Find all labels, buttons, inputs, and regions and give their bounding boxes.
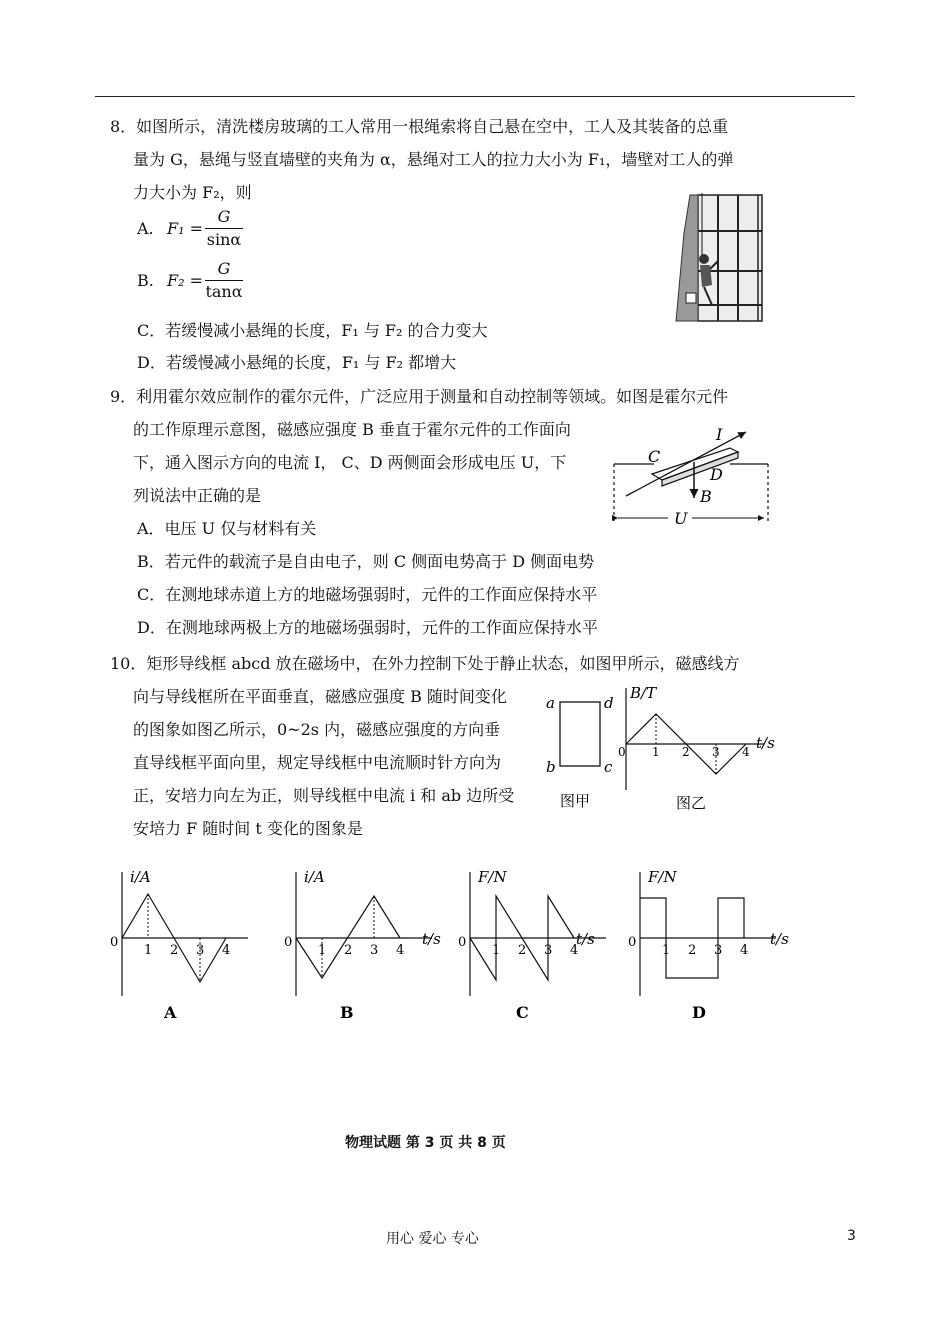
graph-b-tick-4: 4 xyxy=(396,943,405,958)
corner-b-label: b xyxy=(546,758,556,776)
graph-b-ylabel: i/A xyxy=(304,868,325,886)
yi-xlabel: t/s xyxy=(756,734,775,752)
graph-a-ylabel: i/A xyxy=(130,868,151,886)
graph-b-tick-2: 2 xyxy=(344,943,353,958)
yi-tick-1: 1 xyxy=(652,745,660,759)
q8-option-c: C．若缓慢减小悬绳的长度，F₁ 与 F₂ 的合力变大 xyxy=(137,321,488,340)
graph-a-origin: 0 xyxy=(110,935,119,950)
q9-line-4: 列说法中正确的是 xyxy=(133,486,262,505)
q8-option-b-denominator: tanα xyxy=(205,282,243,301)
yi-tick-2: 2 xyxy=(682,745,690,759)
page-footer-label: 物理试题 第 3 页 共 8 页 xyxy=(345,1135,506,1151)
graph-d-tick-3: 3 xyxy=(714,943,723,958)
q8-option-b-lhs: F₂ = xyxy=(167,271,204,290)
q8-option-a-denominator: sinα xyxy=(206,230,242,249)
q8-option-b-label: B. xyxy=(137,271,154,290)
fraction-bar xyxy=(205,228,243,229)
voltage-u-label: U xyxy=(674,509,688,528)
q9-line-3: 下，通入图示方向的电流 I， C、D 两侧面会形成电压 U，下 xyxy=(133,453,567,472)
corner-d-label: d xyxy=(604,694,614,712)
q8-line-3: 力大小为 F₂，则 xyxy=(133,183,252,202)
q9-option-d: D．在测地球两极上方的地磁场强弱时，元件的工作面应保持水平 xyxy=(137,618,598,637)
figure-jia-wire-frame xyxy=(540,692,620,812)
yi-tick-4: 4 xyxy=(742,745,750,759)
option-b-label: B xyxy=(340,1003,354,1022)
answer-graph-c xyxy=(456,868,606,1028)
graph-c-tick-4: 4 xyxy=(570,943,579,958)
q8-line-2: 量为 G，悬绳与竖直墙壁的夹角为 α，悬绳对工人的拉力大小为 F₁，墙壁对工人的弹 xyxy=(133,150,734,169)
graph-c-tick-3: 3 xyxy=(544,943,553,958)
graph-a-tick-1: 1 xyxy=(144,943,153,958)
q8-option-a-label: A. xyxy=(137,219,154,238)
q8-option-a-lhs: F₁ = xyxy=(167,219,204,238)
graph-a-tick-3: 3 xyxy=(196,943,205,958)
q8-option-b-fraction xyxy=(205,259,243,302)
q10-line-6: 安培力 F 随时间 t 变化的图象是 xyxy=(133,819,363,838)
option-a-label: A xyxy=(164,1003,177,1022)
q9-option-c: C．在测地球赤道上方的地磁场强弱时，元件的工作面应保持水平 xyxy=(137,585,598,604)
corner-c-label: c xyxy=(604,758,613,776)
graph-d-tick-1: 1 xyxy=(662,943,671,958)
fraction-bar xyxy=(205,280,243,281)
answer-graph-d xyxy=(626,868,796,1028)
graph-c-origin: 0 xyxy=(458,935,467,950)
top-rule xyxy=(95,96,855,97)
window-cleaner-illustration xyxy=(672,193,764,323)
answer-graph-b xyxy=(282,868,442,1028)
graph-c-xlabel: t/s xyxy=(576,930,595,948)
option-c-label: C xyxy=(516,1003,529,1022)
graph-d-ylabel: F/N xyxy=(648,868,677,886)
q10-line-1: 10．矩形导线框 abcd 放在磁场中，在外力控制下处于静止状态，如图甲所示，磁感线方 xyxy=(110,654,740,673)
graph-b-xlabel: t/s xyxy=(422,930,441,948)
q10-line-4: 直导线框平面向里，规定导线框中电流顺时针方向为 xyxy=(133,753,502,772)
figure-yi-caption: 图乙 xyxy=(676,794,707,812)
graph-c-tick-2: 2 xyxy=(518,943,527,958)
q10-line-2: 向与导线框所在平面垂直，磁感应强度 B 随时间变化 xyxy=(133,687,507,706)
field-b-label: B xyxy=(700,487,712,506)
graph-d-tick-4: 4 xyxy=(740,943,749,958)
corner-a-label: a xyxy=(546,694,555,712)
yi-ylabel: B/T xyxy=(630,684,657,702)
q10-line-5: 正，安培力向左为正，则导线框中电流 i 和 ab 边所受 xyxy=(133,786,515,805)
yi-tick-3: 3 xyxy=(712,745,720,759)
graph-c-ylabel: F/N xyxy=(478,868,507,886)
option-d-label: D xyxy=(692,1003,706,1022)
q8-line-1: 8．如图所示，清洗楼房玻璃的工人常用一根绳索将自己悬在空中，工人及其装备的总重 xyxy=(110,117,729,136)
graph-b-tick-1: 1 xyxy=(318,943,327,958)
side-d-label: D xyxy=(710,465,723,484)
q8-option-a-numerator: G xyxy=(217,207,231,226)
page-number: 3 xyxy=(847,1228,856,1244)
q8-option-b-numerator: G xyxy=(217,259,231,278)
current-label: I xyxy=(716,425,723,444)
figure-yi-b-t-graph xyxy=(614,684,784,814)
hall-element-diagram xyxy=(606,418,774,528)
q9-option-b: B．若元件的载流子是自由电子，则 C 侧面电势高于 D 侧面电势 xyxy=(137,552,595,571)
answer-graph-a xyxy=(108,868,248,1028)
figure-jia-caption: 图甲 xyxy=(560,792,591,810)
graph-a-tick-2: 2 xyxy=(170,943,179,958)
q10-line-3: 的图象如图乙所示，0~2s 内，磁感应强度的方向垂 xyxy=(133,720,501,739)
graph-b-tick-3: 3 xyxy=(370,943,379,958)
graph-a-tick-4: 4 xyxy=(222,943,231,958)
graph-b-origin: 0 xyxy=(284,935,293,950)
graph-c-tick-1: 1 xyxy=(492,943,501,958)
yi-origin-label: 0 xyxy=(618,745,626,759)
q9-line-2: 的工作原理示意图，磁感应强度 B 垂直于霍尔元件的工作面向 xyxy=(133,420,571,439)
graph-d-xlabel: t/s xyxy=(770,930,789,948)
graph-d-origin: 0 xyxy=(628,935,637,950)
footer-slogan: 用心 爱心 专心 xyxy=(386,1231,479,1247)
q9-line-1: 9．利用霍尔效应制作的霍尔元件，广泛应用于测量和自动控制等领域。如图是霍尔元件 xyxy=(110,387,729,406)
q8-option-d: D．若缓慢减小悬绳的长度，F₁ 与 F₂ 都增大 xyxy=(137,353,457,372)
side-c-label: C xyxy=(648,447,661,466)
graph-d-tick-2: 2 xyxy=(688,943,697,958)
q8-option-a-fraction xyxy=(205,207,243,250)
q9-option-a: A．电压 U 仅与材料有关 xyxy=(137,519,317,538)
